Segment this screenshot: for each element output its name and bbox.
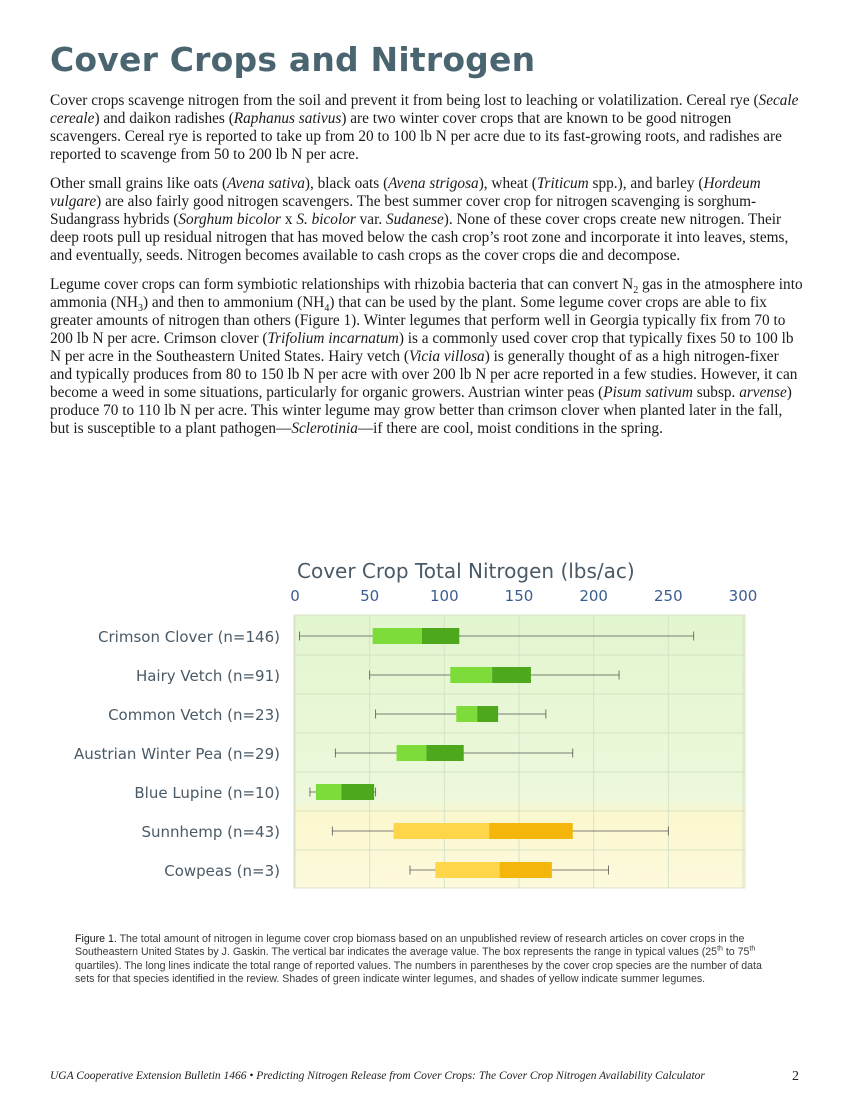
paragraph-3: Legume cover crops can form symbiotic relationships with rhizobia bacteria that can convert $N_2$ gas in the atmosphere into ammonia $(NH_3)$ and then to ammonium $(NH_4)$ that can be used by the plant. Some legume cover crops are able to fix greater amounts of nitrogen than others (Figure 1). Winter legumes that perform well in Georgia typically fix from 70 to 200 lb N per acre. Crimson clover (Trifolium incarnatum) is a commonly used cover crop that typically fixes 50 to 100 lb N per acre in the Southeastern United States. Hairy vetch (Vicia villosa) is generally thought of as a high nitrogen-fixer and typically produces from 80 to 150 lb N per acre with over 200 lb N per acre reported in a few studies. However, it can become a weed in some situations, particularly for organic growers. Austrian winter peas (Pisum sativum subsp. arvense) produce 70 to 110 lb N per acre. This winter legume may grow better than crimson clover when planted later in the fall, but is susceptible to a plant pathogen—Sclerotinia—if there are cool, moist conditions in the spring.: [50, 276, 803, 437]
page-title: Cover Crops and Nitrogen: [50, 40, 536, 79]
box-upper-half: [477, 706, 498, 722]
chart-title: Cover Crop Total Nitrogen (lbs/ac): [297, 559, 635, 583]
category-label: Blue Lupine (n=10): [134, 784, 280, 802]
box-lower-half: [373, 628, 422, 644]
nitrogen-chart-svg: [70, 555, 790, 895]
box-upper-half: [489, 823, 573, 839]
box-lower-half: [316, 784, 341, 800]
x-tick-label: 300: [728, 587, 758, 605]
nitrogen-chart: [70, 555, 790, 895]
box-lower-half: [394, 823, 490, 839]
category-label: Cowpeas (n=3): [164, 862, 280, 880]
box-upper-half: [492, 667, 531, 683]
box-upper-half: [422, 628, 459, 644]
category-label: Crimson Clover (n=146): [98, 628, 280, 646]
x-tick-label: 200: [579, 587, 608, 605]
page-number: 2: [792, 1069, 799, 1084]
x-tick-label: 50: [360, 587, 380, 605]
category-label: Common Vetch (n=23): [108, 706, 280, 724]
box-lower-half: [456, 706, 477, 722]
paragraph-1: Cover crops scavenge nitrogen from the soil and prevent it from being lost to leaching or volatilization. Cereal rye (Secale cereale) and daikon radishes (Raphanus sativus) are two winter cover crops that are known to be good nitrogen scavengers. Cereal rye is reported to take up from 20 to 100 lb N per acre due to its fast-growing roots, and radishes are reported to scavenge from 50 to 200 lb N per acre.: [50, 92, 799, 163]
footer-text: UGA Cooperative Extension Bulletin 1466 • Predicting Nitrogen Release from Cover Crops: The Cover Crop Nitrogen Availability Calculator: [50, 1070, 705, 1082]
x-tick-label: 150: [504, 587, 534, 605]
x-tick-label: 100: [430, 587, 459, 605]
category-label: Sunnhemp (n=43): [141, 823, 280, 841]
x-tick-label: 0: [290, 587, 300, 605]
box-lower-half: [397, 745, 427, 761]
category-label: Austrian Winter Pea (n=29): [73, 745, 280, 763]
x-tick-label: 250: [654, 587, 683, 605]
figure-caption: Figure 1. The total amount of nitrogen in legume cover crop biomass based on an unpublished review of research articles on cover crops in the Southeastern United States by J. Gaskin. The vertical bar indicates the average value. The box represents the range in typical values (25th to 75th quartiles). The long lines indicate the total range of reported values. The numbers in parentheses by the cover crop species are the number of data sets for that species identified in the review. Shades of green indicate winter legumes, and shades of yellow indicate summer legumes.: [75, 933, 762, 985]
box-upper-half: [341, 784, 374, 800]
box-lower-half: [435, 862, 499, 878]
body-text: [50, 92, 804, 449]
paragraph-2: Other small grains like oats (Avena sativa), black oats (Avena strigosa), wheat (Triticum spp.), and barley (Hordeum vulgare) are also fairly good nitrogen scavengers. The best summer cover crop for nitrogen scavenging is sorghum-Sudangrass hybrids (Sorghum bicolor x S. bicolor var. Sudanese). None of these cover crops create new nitrogen. Their deep roots pull up residual nitrogen that has moved below the cash crop’s root zone and incorporate it into leaves, stems, and eventually, seeds. Nitrogen becomes available to cash crops as the cover crops die and decompose.: [50, 175, 789, 264]
box-lower-half: [450, 667, 492, 683]
category-label: Hairy Vetch (n=91): [135, 667, 280, 685]
box-upper-half: [426, 745, 463, 761]
box-upper-half: [500, 862, 552, 878]
